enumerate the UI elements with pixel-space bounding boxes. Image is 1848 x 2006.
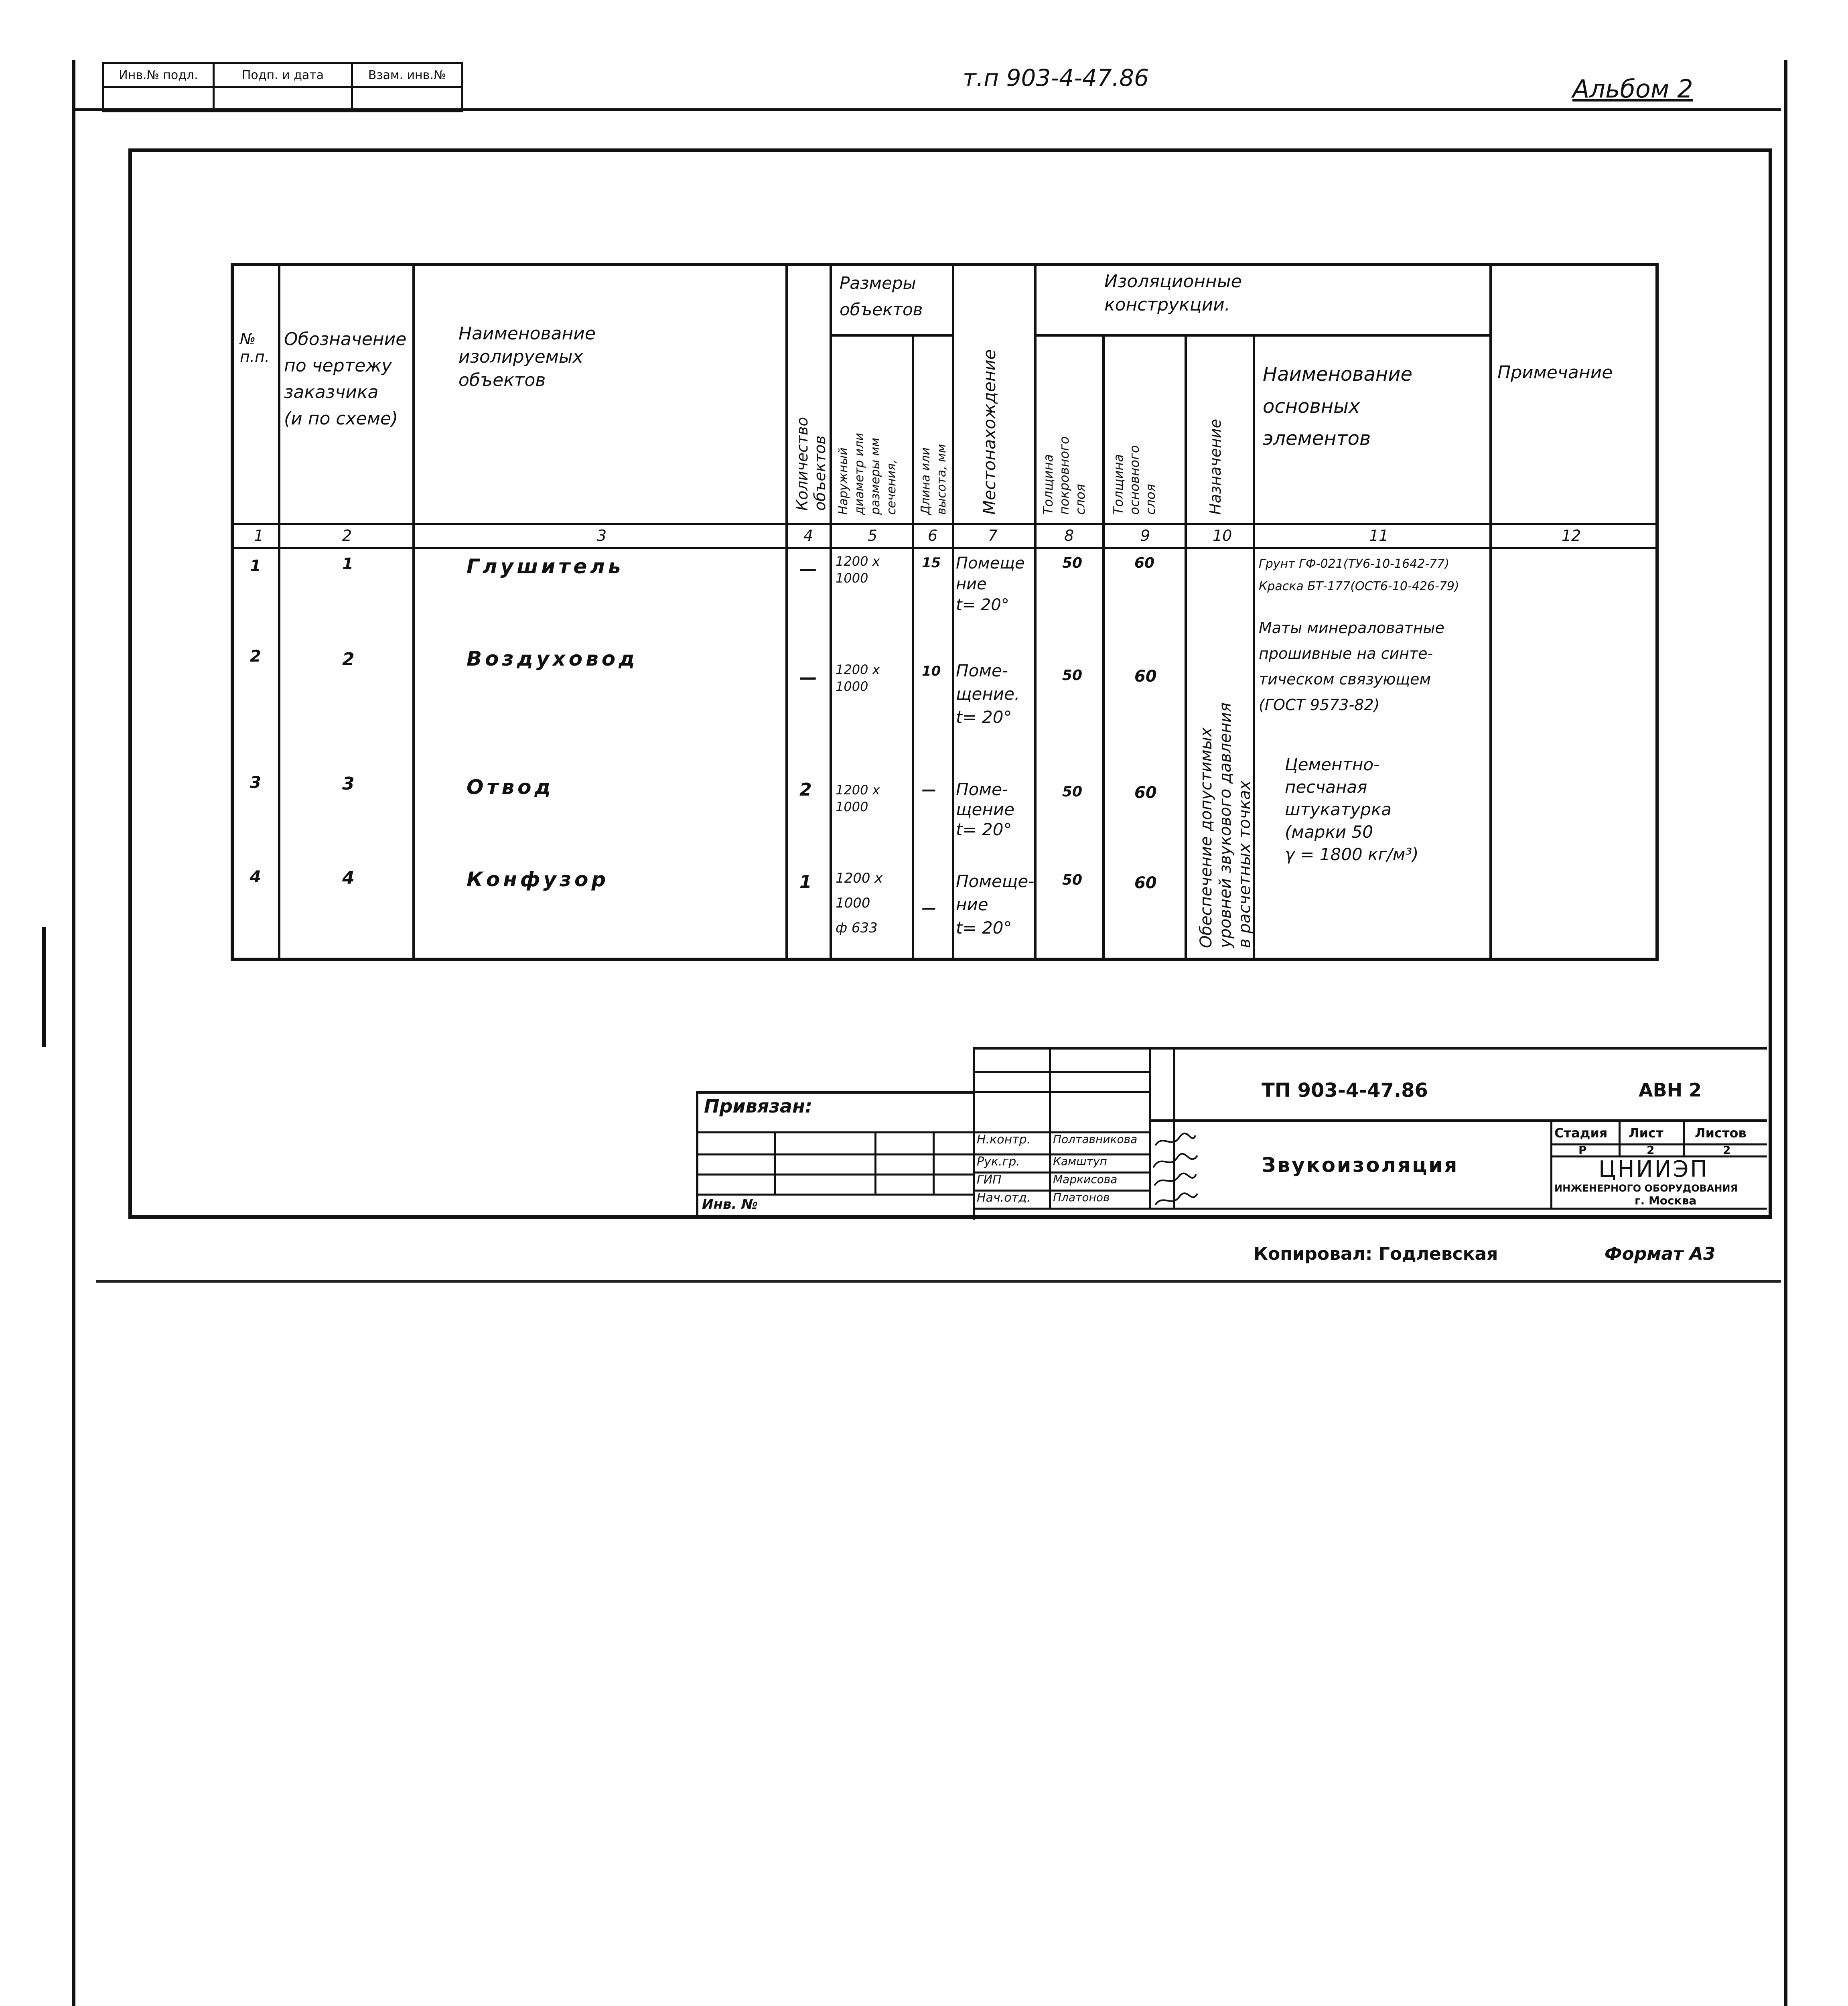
header-col-length: Длина или высота, мм xyxy=(919,444,949,515)
row-3-code: 3 xyxy=(342,774,355,794)
format-label: Формат А3 xyxy=(1605,1244,1716,1264)
tb-city: г. Москва xyxy=(1635,1194,1697,1207)
stamp-cell-empty xyxy=(213,86,353,112)
row-3-name: Отвод xyxy=(467,776,554,799)
header-col-note: Примечание xyxy=(1497,362,1613,383)
row-4-name: Конфузор xyxy=(467,868,609,891)
row-2-name: Воздуховод xyxy=(467,647,638,670)
header-group-sizes: Размеры объектов xyxy=(840,273,923,319)
row-1-place: Помеще ние t= 20° xyxy=(956,554,1025,614)
title-block xyxy=(696,1047,1767,1220)
row-2-num: 2 xyxy=(250,647,261,666)
row-1-length: 15 xyxy=(922,555,941,571)
row-3-length: — xyxy=(922,782,936,798)
element-mats: Маты минераловатные прошивные на синте- тическом связующем (ГОСТ 9573-82) xyxy=(1259,619,1444,714)
margin-tick-top xyxy=(42,927,46,1047)
name-3: Маркисова xyxy=(1053,1173,1118,1186)
tb-sheets: 2 xyxy=(1723,1143,1731,1157)
tb-sheet-label: Лист xyxy=(1629,1125,1663,1141)
stamp-cell-sign: Подп. и дата xyxy=(213,62,353,88)
header-col-tbase: Толщина основного слоя xyxy=(1111,445,1158,515)
row-3-tbase: 60 xyxy=(1134,784,1157,802)
row-3-place: Поме- щение t= 20° xyxy=(956,780,1014,839)
row-2-code: 2 xyxy=(342,649,355,670)
row-4-tcover: 50 xyxy=(1062,872,1083,888)
signature-marks xyxy=(1151,1129,1199,1210)
col-number: 12 xyxy=(1562,527,1581,544)
header-group-insul: Изоляционные конструкции. xyxy=(1104,271,1242,315)
element-primer: Грунт ГФ-021(ТУ6-10-1642-77) Краска БТ-177(ОСТ6-10-426-79) xyxy=(1259,557,1459,593)
row-1-tbase: 60 xyxy=(1134,555,1155,571)
header-doc-code: т.п 903-4-47.86 xyxy=(963,64,1149,91)
header-col-purpose: Назначение xyxy=(1207,419,1224,515)
row-4-size: 1200 х 1000 ф 633 xyxy=(836,870,883,936)
row-1-num: 1 xyxy=(250,557,261,575)
row-1-size: 1200 х 1000 xyxy=(836,554,880,586)
tb-org-sub: ИНЖЕНЕРНОГО ОБОРУДОВАНИЯ xyxy=(1554,1183,1738,1194)
element-plaster: Цементно- песчаная штукатурка (марки 50 γ = 1800 кг/м³) xyxy=(1285,755,1419,864)
header-col-code: Обозначение по чертежу заказчика (и по схеме) xyxy=(284,329,407,429)
purpose-text: Обеспечение допустимых уровней звукового давления в расчетных точках xyxy=(1197,702,1254,948)
col-number: 5 xyxy=(868,527,878,544)
row-2-place: Поме- щение. t= 20° xyxy=(956,661,1020,727)
row-2-tbase: 60 xyxy=(1134,667,1157,686)
role-gip: ГИП xyxy=(977,1173,1002,1187)
tb-sheet: 2 xyxy=(1647,1143,1655,1157)
row-3-tcover: 50 xyxy=(1062,784,1083,800)
tb-album: АВН 2 xyxy=(1639,1079,1702,1101)
privyazan-label: Привязан: xyxy=(704,1095,813,1117)
col-number: 4 xyxy=(803,527,813,544)
row-4-tbase: 60 xyxy=(1134,874,1157,892)
row-1-code: 1 xyxy=(342,555,353,573)
row-1-qty: — xyxy=(799,559,817,579)
name-4: Платонов xyxy=(1053,1191,1110,1204)
tb-stage-label: Стадия xyxy=(1554,1125,1608,1141)
header-col-num: № п.п. xyxy=(240,330,270,365)
header-stamp xyxy=(102,62,463,110)
header-col-place: Местонахождение xyxy=(980,349,999,515)
header-col-name: Наименование изолируемых объектов xyxy=(458,323,596,390)
header-album: Альбом 2 xyxy=(1572,74,1693,104)
col-number: 2 xyxy=(342,527,352,544)
header-col-size: Наружный диаметр или размеры мм сечения, xyxy=(836,433,899,515)
row-4-place: Помеще- ние t= 20° xyxy=(956,871,1035,938)
row-1-tcover: 50 xyxy=(1062,555,1083,571)
stamp-cell-replace: Взам. инв.№ xyxy=(351,62,463,88)
row-2-size: 1200 х 1000 xyxy=(836,662,880,694)
col-number: 8 xyxy=(1064,527,1074,544)
header-col-qty: Количество объектов xyxy=(793,417,829,511)
header-col-elements: Наименование основных элементов xyxy=(1263,363,1413,450)
copied-by: Копировал: Годлевская xyxy=(1254,1244,1498,1264)
row-2-length: 10 xyxy=(922,663,941,679)
stamp-cell-empty xyxy=(102,86,215,112)
name-1: Полтавникова xyxy=(1053,1133,1138,1146)
spec-table xyxy=(231,263,1659,961)
role-nachotd: Нач.отд. xyxy=(977,1191,1031,1205)
name-2: Камштуп xyxy=(1053,1155,1107,1168)
col-number: 10 xyxy=(1213,527,1232,544)
col-number: 3 xyxy=(597,527,607,544)
row-4-num: 4 xyxy=(250,868,261,886)
col-number: 7 xyxy=(988,527,998,544)
row-1-name: Глушитель xyxy=(467,555,624,578)
col-number: 6 xyxy=(928,527,938,544)
stamp-cell-inv: Инв.№ подл. xyxy=(102,62,215,88)
col-number: 1 xyxy=(254,527,264,544)
row-2-tcover: 50 xyxy=(1062,667,1083,684)
stamp-cell-empty xyxy=(351,86,463,112)
fold-line xyxy=(96,1280,1781,1283)
tb-sheets-label: Листов xyxy=(1695,1125,1747,1141)
tb-stage: Р xyxy=(1578,1143,1587,1157)
row-4-qty: 1 xyxy=(799,872,812,892)
col-number: 9 xyxy=(1140,527,1150,544)
role-rukgr: Рук.гр. xyxy=(977,1155,1020,1169)
col-number: 11 xyxy=(1369,527,1389,544)
row-4-length: — xyxy=(922,900,936,916)
role-nkontr: Н.контр. xyxy=(977,1133,1031,1147)
row-2-qty: — xyxy=(799,667,817,688)
tb-org: ЦНИИЭП xyxy=(1598,1156,1709,1182)
row-3-size: 1200 х 1000 xyxy=(836,782,880,814)
inv-label: Инв. № xyxy=(702,1196,758,1212)
row-3-num: 3 xyxy=(250,774,261,792)
row-3-qty: 2 xyxy=(799,780,812,800)
row-4-code: 4 xyxy=(342,868,355,888)
header-col-tcover: Толщина покровного слоя xyxy=(1041,436,1088,515)
tb-doc-code: ТП 903-4-47.86 xyxy=(1262,1079,1428,1102)
tb-title: Звукоизоляция xyxy=(1262,1153,1459,1177)
